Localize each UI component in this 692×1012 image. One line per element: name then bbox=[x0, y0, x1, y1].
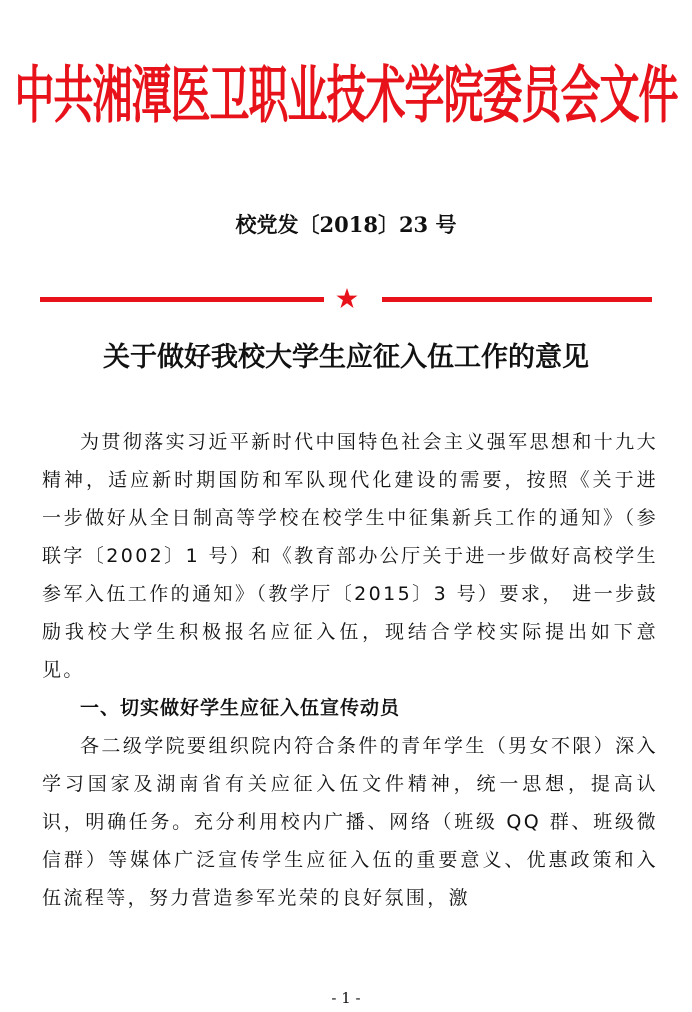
star-icon bbox=[335, 287, 359, 311]
document-number: 校党发〔2018〕23 号 bbox=[235, 212, 457, 237]
body-paragraph-2: 各二级学院要组织院内符合条件的青年学生（男女不限）深入学习国家及湖南省有关应征入伍文件精神，统一思想，提高认识，明确任务。充分利用校内广播、网络（班级 QQ 群、班级微信群）等媒体广泛宣传学生应征入伍的重要意义、优惠政策和入伍流程等，努力营造参军光荣的良好氛围，激 bbox=[42, 735, 658, 909]
red-divider-left bbox=[40, 297, 324, 302]
red-divider-right bbox=[382, 297, 652, 302]
section-1-heading: 一、切实做好学生应征入伍宣传动员 bbox=[80, 697, 401, 719]
document-body bbox=[42, 423, 658, 917]
body-paragraph-1: 为贯彻落实习近平新时代中国特色社会主义强军思想和十九大精神，适应新时期国防和军队现代化建设的需要，按照《关于进一步做好从全日制高等学校在校学生中征集新兵工作的通知》（参联字〔2002〕1 号）和《教育部办公厅关于进一步做好高校学生参军入伍工作的通知》（教学厅〔2015〕3 号）要求， 进一步鼓励我校大学生积极报名应征入伍，现结合学校实际提出如下意见。 bbox=[42, 431, 658, 681]
star-shape bbox=[337, 288, 358, 308]
page-number: - 1 - bbox=[331, 989, 361, 1007]
document-title: 关于做好我校大学生应征入伍工作的意见 bbox=[103, 342, 589, 373]
document-header-title: 中共湘潭医卫职业技术学院委员会文件 bbox=[14, 59, 678, 132]
